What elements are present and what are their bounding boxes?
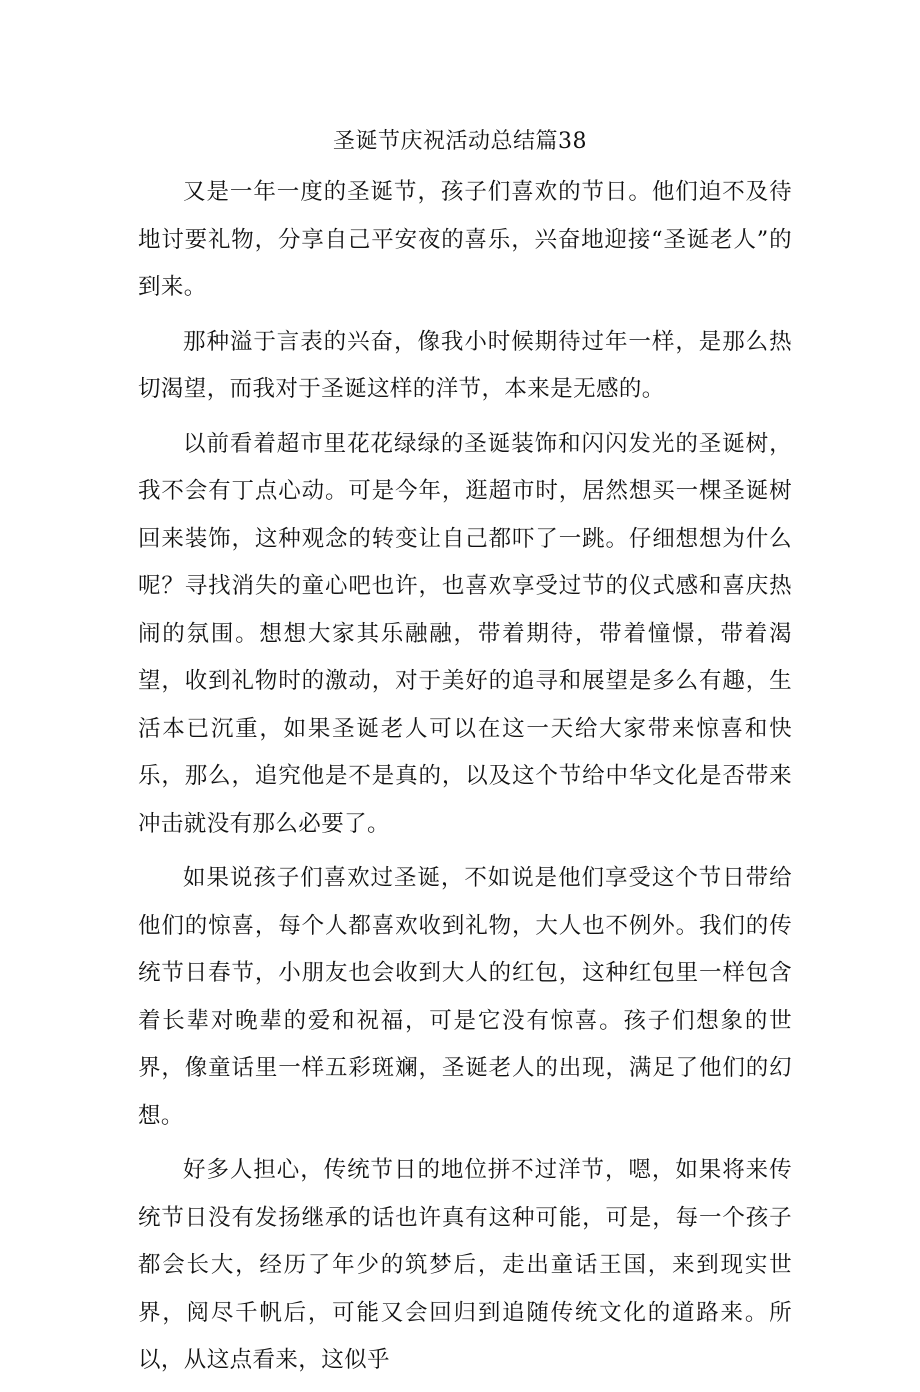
document-body [138, 169, 792, 1392]
paragraph: 又是一年一度的圣诞节，孩子们喜欢的节日。他们迫不及待地讨要礼物，分享自己平安夜的喜乐，兴奋地迎接“圣诞老人”的到来。 [138, 179, 792, 300]
paragraph: 好多人担心，传统节日的地位拼不过洋节，嗯，如果将来传统节日没有发扬继承的话也许真有这种可能，可是，每一个孩子都会长大，经历了年少的筑梦后，走出童话王国，来到现实世界，阅尽千帆后，可能又会回归到追随传统文化的道路来。所以，从这点看来，这似乎 [138, 1157, 792, 1373]
paragraph: 以前看着超市里花花绿绿的圣诞装饰和闪闪发光的圣诞树，我不会有丁点心动。可是今年，逛超市时，居然想买一棵圣诞树回来装饰，这种观念的转变让自己都吓了一跳。仔细想想为什么呢？寻找消失的童心吧也许，也喜欢享受过节的仪式感和喜庆热闹的氛围。想想大家其乐融融，带着期待，带着憧憬，带着渴望，收到礼物时的激动，对于美好的追寻和展望是多么有趣，生活本已沉重，如果圣诞老人可以在这一天给大家带来惊喜和快乐，那么，追究他是不是真的，以及这个节给中华文化是否带来冲击就没有那么必要了。 [138, 430, 792, 837]
document-title: 圣诞节庆祝活动总结篇38 [333, 129, 587, 154]
paragraph: 那种溢于言表的兴奋，像我小时候期待过年一样，是那么热切渴望，而我对于圣诞这样的洋节，本来是无感的。 [138, 328, 792, 402]
paragraph: 如果说孩子们喜欢过圣诞，不如说是他们享受这个节日带给他们的惊喜，每个人都喜欢收到礼物，大人也不例外。我们的传统节日春节，小朋友也会收到大人的红包，这种红包里一样包含着长辈对晚辈的爱和祝福，可是它没有惊喜。孩子们想象的世界，像童话里一样五彩斑斓，圣诞老人的出现，满足了他们的幻想。 [138, 865, 792, 1129]
